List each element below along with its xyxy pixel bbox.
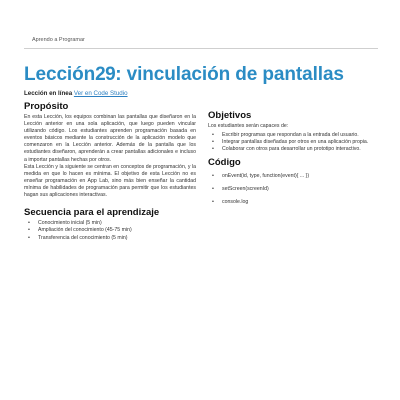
list-item: • console.log xyxy=(208,199,380,205)
title-number: 29 xyxy=(95,64,116,85)
objetivos-heading: Objetivos xyxy=(208,110,252,121)
title-prefix: Lección xyxy=(24,64,96,85)
proposito-heading: Propósito xyxy=(24,101,69,112)
list-item: • Colaborar con otros para desarrollar un prototipo interactivo. xyxy=(208,146,380,153)
codigo-heading: Código xyxy=(208,157,241,169)
codigo-list xyxy=(208,173,380,205)
list-item: • Integrar pantallas diseñadas por otros en una aplicación propia. xyxy=(208,139,380,146)
page-title xyxy=(24,64,344,86)
online-lesson-line xyxy=(24,90,128,97)
right-column xyxy=(208,110,380,212)
objetivos-list xyxy=(208,132,380,152)
header-label: Aprendo a Programar xyxy=(32,37,85,43)
objetivos-intro: Los estudiantes serán capaces de: xyxy=(208,123,289,129)
proposito-paragraph-1: En esta Lección, los equipos combinan las pantallas que diseñaron en la Lección anterior en una sola aplicación, que luego pueden vincular utilizando código. Los estudiantes aprenden programación basada en eventos básicos mediante la construcción de la aplicación modelo que comenzaron en la Lección anterior. Además de la pantalla que los estudiantes diseñaron, aprenderán a crear pantallas adicionales e incluso a importar pantallas hechas por otros. xyxy=(24,114,196,163)
list-item: • Escribir programas que respondan a la entrada del usuario. xyxy=(208,132,380,139)
header-divider xyxy=(24,48,378,49)
list-item: • Conocimiento inicial (5 min) xyxy=(24,220,196,227)
online-lesson-label: Lección en línea xyxy=(24,90,73,97)
secuencia-heading: Secuencia para el aprendizaje xyxy=(24,207,160,219)
left-column xyxy=(24,101,196,242)
title-rest: : vinculación de pantallas xyxy=(115,64,344,85)
code-studio-link[interactable]: Ver en Code Studio xyxy=(73,90,128,97)
list-item: • Transferencia del conocimiento (5 min) xyxy=(24,235,196,242)
list-item: • onEvent(id, type, function(event){ ... }) xyxy=(208,173,380,179)
list-item: • setScreen(screenId) xyxy=(208,186,380,192)
secuencia-list xyxy=(24,220,196,242)
proposito-paragraph-2: Esta Lección y la siguiente se centran en conceptos de programación, y la medida en que lo hacen es mínima. El objetivo de esta Lección no es enseñar programación en App Lab, sino más bien enseñar la cantidad mínima de habilidades de programación para permitir que los estudiantes hagan sus aplicaciones interactivas. xyxy=(24,163,196,199)
list-item: • Ampliación del conocimiento (45-75 min) xyxy=(24,227,196,234)
